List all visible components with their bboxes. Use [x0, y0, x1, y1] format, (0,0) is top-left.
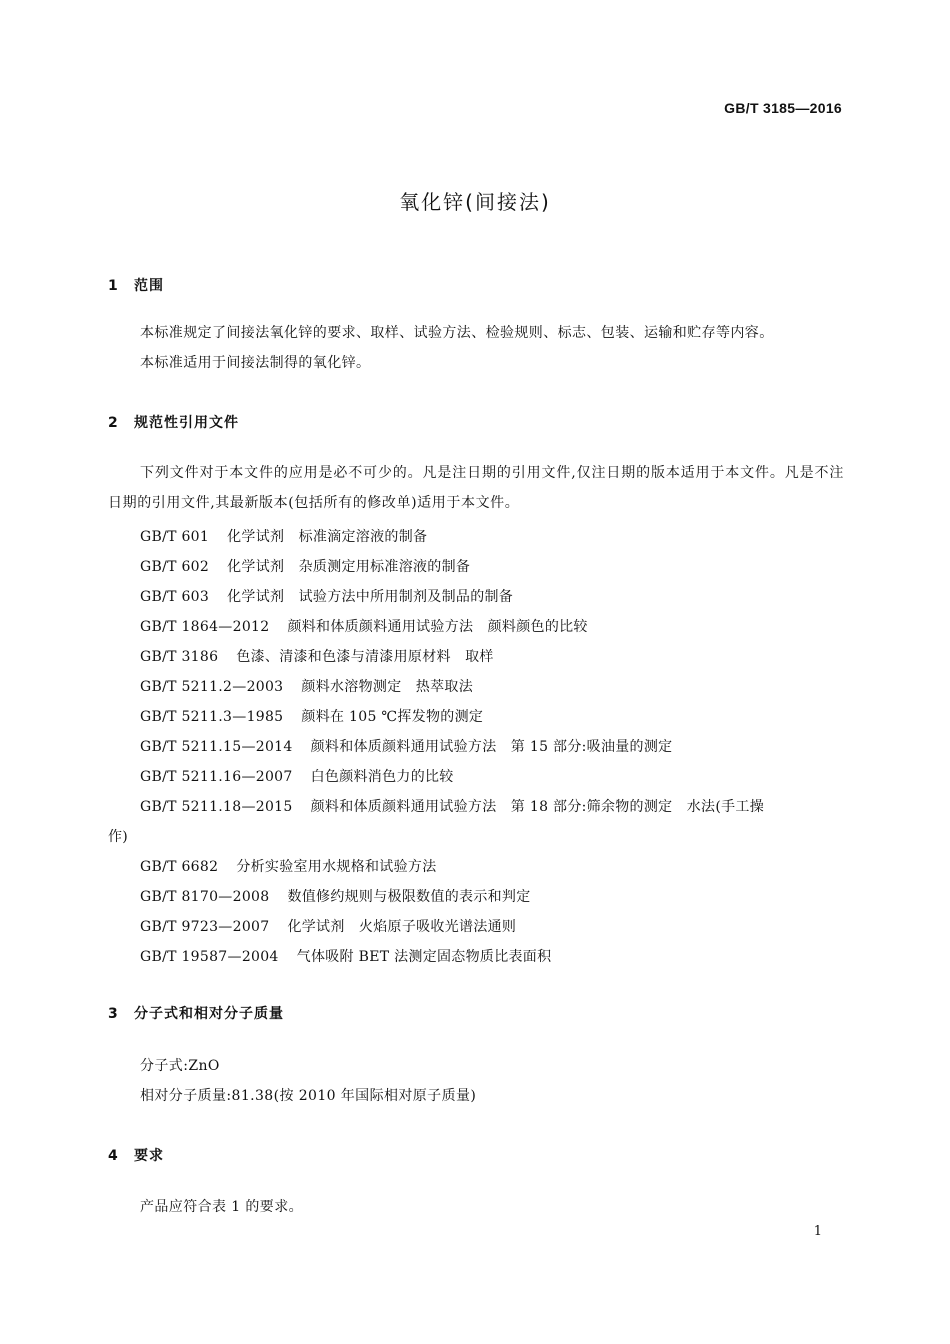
reference-title: 颜料和体质颜料通用试验方法 颜料颜色的比较 [287, 619, 588, 635]
paragraph: 产品应符合表 1 的要求。 [140, 1199, 304, 1215]
reference-title: 气体吸附 BET 法测定固态物质比表面积 [296, 949, 552, 965]
section-number: 4 [108, 1148, 119, 1164]
reference-item [140, 526, 427, 546]
reference-title: 数值修约规则与极限数值的表示和判定 [287, 889, 531, 905]
reference-item [140, 646, 494, 666]
paragraph: 本标准规定了间接法氧化锌的要求、取样、试验方法、检验规则、标志、包装、运输和贮存等内容。 [140, 325, 774, 341]
reference-title: 颜料在 105 ℃挥发物的测定 [301, 709, 484, 725]
reference-title: 色漆、清漆和色漆与清漆用原材料 取样 [236, 649, 494, 665]
reference-code: GB/T 5211.2—2003 [140, 679, 284, 695]
reference-code: GB/T 5211.3—1985 [140, 709, 284, 725]
reference-title: 颜料和体质颜料通用试验方法 第 18 部分:筛余物的测定 水法(手工操 [310, 799, 765, 815]
reference-code: GB/T 602 [140, 559, 210, 575]
reference-code: GB/T 1864—2012 [140, 619, 270, 635]
reference-title: 化学试剂 杂质测定用标准溶液的制备 [227, 559, 471, 575]
reference-title: 颜料水溶物测定 热萃取法 [301, 679, 474, 695]
reference-code: GB/T 5211.16—2007 [140, 769, 293, 785]
paragraph: 分子式:ZnO [140, 1058, 220, 1074]
paragraph: 相对分子质量:81.38(按 2010 年国际相对原子质量) [140, 1088, 477, 1104]
reference-code: GB/T 601 [140, 529, 210, 545]
standard-number: GB/T 3185—2016 [724, 100, 842, 116]
reference-item [140, 946, 551, 966]
section-title: 分子式和相对分子质量 [134, 1006, 284, 1022]
reference-continuation: 作) [108, 829, 129, 845]
reference-item [140, 586, 513, 606]
section-3-heading [108, 1003, 284, 1023]
document-title: 氧化锌(间接法) [399, 190, 551, 214]
section-2-heading [108, 412, 239, 432]
reference-code: GB/T 603 [140, 589, 210, 605]
reference-item [140, 556, 470, 576]
section-number: 1 [108, 278, 119, 294]
reference-item [140, 796, 764, 816]
page-number: 1 [813, 1224, 822, 1239]
section-4-heading [108, 1145, 164, 1165]
section-title: 要求 [134, 1148, 164, 1164]
reference-item [140, 676, 473, 696]
reference-item [140, 706, 483, 726]
section-title: 规范性引用文件 [134, 415, 239, 431]
reference-item [140, 766, 454, 786]
reference-title: 化学试剂 火焰原子吸收光谱法通则 [287, 919, 517, 935]
section-number: 3 [108, 1006, 119, 1022]
reference-item [140, 886, 531, 906]
reference-code: GB/T 5211.18—2015 [140, 799, 293, 815]
reference-title: 分析实验室用水规格和试验方法 [236, 859, 437, 875]
reference-code: GB/T 8170—2008 [140, 889, 270, 905]
reference-code: GB/T 6682 [140, 859, 219, 875]
reference-code: GB/T 5211.15—2014 [140, 739, 293, 755]
reference-item [140, 916, 516, 936]
reference-title: 化学试剂 标准滴定溶液的制备 [227, 529, 428, 545]
paragraph: 本标准适用于间接法制得的氧化锌。 [140, 355, 371, 371]
section-title: 范围 [134, 278, 164, 294]
reference-code: GB/T 9723—2007 [140, 919, 270, 935]
reference-code: GB/T 19587—2004 [140, 949, 279, 965]
reference-title: 颜料和体质颜料通用试验方法 第 15 部分:吸油量的测定 [310, 739, 673, 755]
reference-code: GB/T 3186 [140, 649, 219, 665]
section-1-heading [108, 275, 164, 295]
section-number: 2 [108, 415, 119, 431]
reference-item [140, 736, 672, 756]
intro-paragraph: 下列文件对于本文件的应用是必不可少的。凡是注日期的引用文件,仅注日期的版本适用于本文件。凡是不注日期的引用文件,其最新版本(包括所有的修改单)适用于本文件。 [108, 465, 844, 511]
reference-title: 化学试剂 试验方法中所用制剂及制品的制备 [227, 589, 514, 605]
reference-item [140, 616, 588, 636]
reference-title: 白色颜料消色力的比较 [310, 769, 454, 785]
reference-item [140, 856, 437, 876]
